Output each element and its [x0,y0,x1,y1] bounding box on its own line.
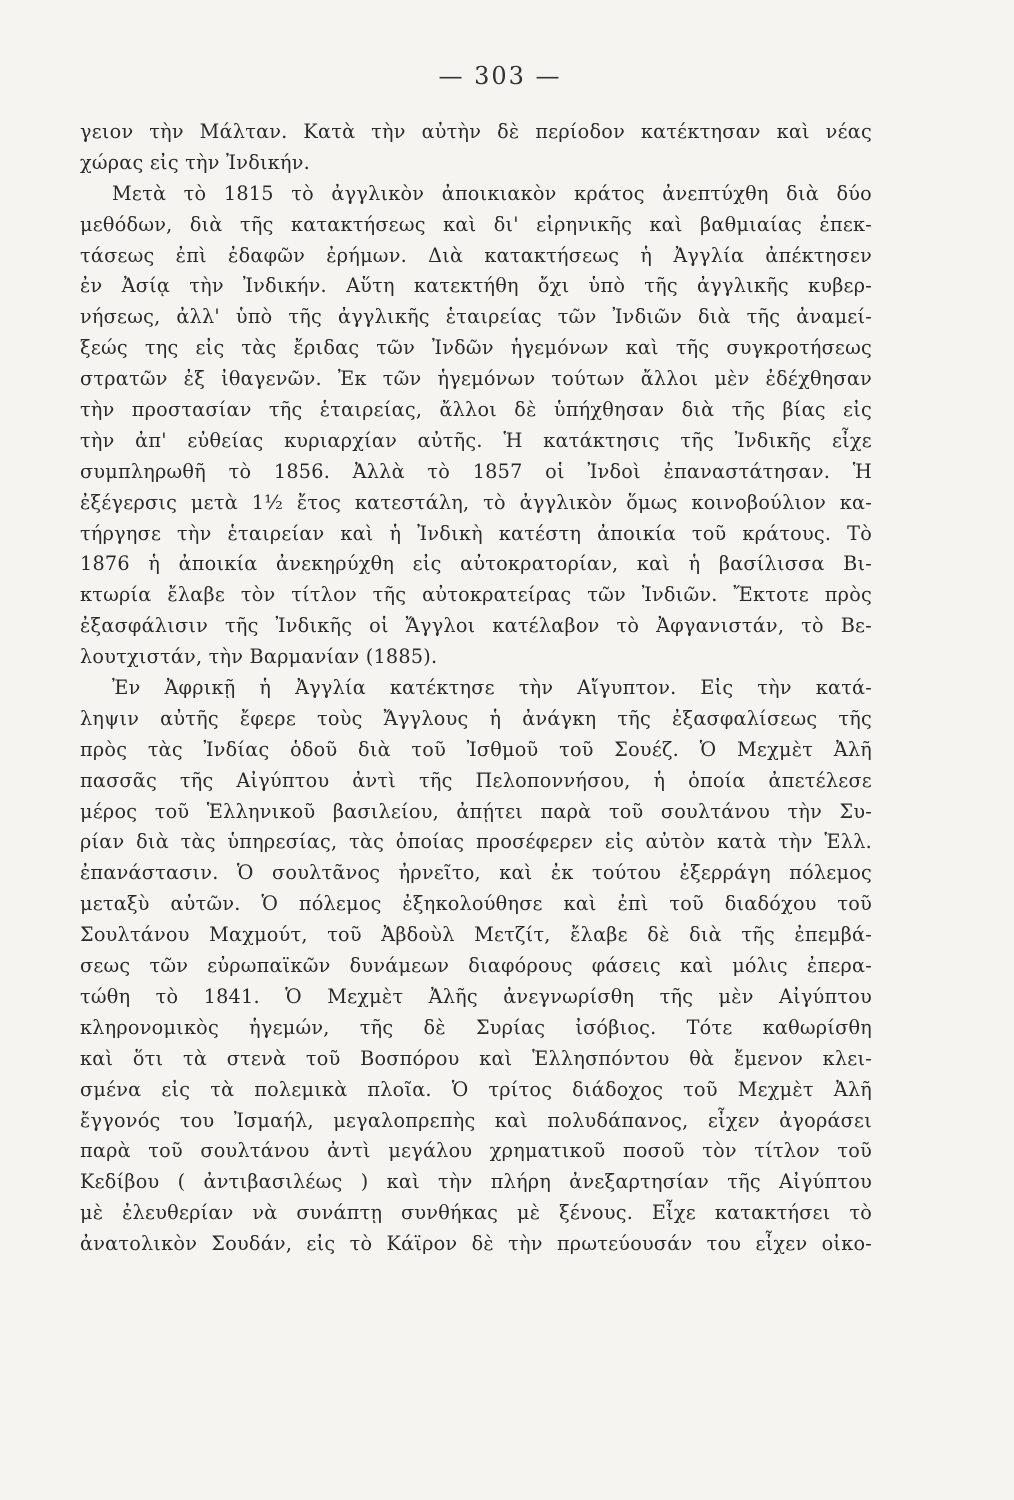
text-line: Κεδίβου ( ἀντιβασιλέως ) καὶ τὴν πλήρη ἀνεξαρτησίαν τῆς Αἰγύπτου [80,1170,872,1194]
text-line: ξεώς της εἰς τὰς ἔριδας τῶν Ἰνδῶν ἡγεμόνων καὶ τῆς συγκροτήσεως [80,336,872,360]
text-line: τὴν ἀπ' εὐθείας κυριαρχίαν αὐτῆς. Ἡ κατάκτησις τῆς Ἰνδικῆς εἶχε [80,428,872,452]
text-line: ἐπανάστασιν. Ὁ σουλτᾶνος ἠρνεῖτο, καὶ ἐκ τούτου ἐξερράγη πόλεμος [80,861,872,885]
text-line: παρὰ τοῦ σουλτάνου ἀντὶ μεγάλου χρηματικοῦ ποσοῦ τὸν τίτλον τοῦ [80,1139,872,1163]
text-line: μὲ ἐλευθερίαν νὰ συνάπτῃ συνθήκας μὲ ξένους. Εἶχε κατακτήσει τὸ [80,1201,872,1225]
text-line: Μετὰ τὸ 1815 τὸ ἀγγλικὸν ἀποικιακὸν κράτος ἀνεπτύχθη διὰ δύο [112,181,872,205]
page-number: — 303 — [438,62,562,90]
text-line: νήσεως, ἀλλ' ὑπὸ τῆς ἀγγλικῆς ἑταιρείας τῶν Ἰνδιῶν διὰ τῆς ἀναμεί- [80,305,872,329]
text-line: πρὸς τὰς Ἰνδίας ὁδοῦ διὰ τοῦ Ἰσθμοῦ τοῦ Σουέζ. Ὁ Μεχμὲτ Ἀλῆ [80,737,872,761]
text-line: μεθόδων, διὰ τῆς κατακτήσεως καὶ δι' εἰρηνικῆς καὶ βαθμιαίας ἐπεκ- [80,212,872,236]
text-line: Σουλτάνου Μαχμούτ, τοῦ Ἀβδοὺλ Μετζίτ, ἔλαβε δὲ διὰ τῆς ἐπεμβά- [80,923,872,947]
text-line: ληψιν αὐτῆς ἔφερε τοὺς Ἄγγλους ἡ ἀνάγκη τῆς ἐξασφαλίσεως τῆς [80,706,872,730]
text-line: γειον τὴν Μάλταν. Κατὰ τὴν αὐτὴν δὲ περίοδον κατέκτησαν καὶ νέας [80,120,872,143]
text-line: μεταξὺ αὐτῶν. Ὁ πόλεμος ἐξηκολούθησε καὶ ἐπὶ τοῦ διαδόχου τοῦ [80,892,872,916]
text-line: ἀνατολικὸν Σουδάν, εἰς τὸ Κάϊρον δὲ τὴν πρωτεύουσάν του εἶχεν οἰκο- [80,1232,872,1256]
text-line: λουτχιστάν, τὴν Βαρμανίαν (1885). [80,645,438,669]
text-line: ἔγγονός του Ἰσμαήλ, μεγαλοπρεπὴς καὶ πολυδάπανος, εἶχεν ἀγοράσει [80,1108,872,1132]
text-line: ἐν Ἀσίᾳ τὴν Ἰνδικήν. Αὕτη κατεκτήθη ὄχι ὑπὸ τῆς ἀγγλικῆς κυβερ- [80,274,872,298]
text-line: τάσεως ἐπὶ ἐδαφῶν ἐρήμων. Διὰ κατακτήσεως ἡ Ἀγγλία ἀπέκτησεν [80,243,872,267]
text-line: στρατῶν ἐξ ἰθαγενῶν. Ἐκ τῶν ἡγεμόνων τούτων ἄλλοι μὲν ἐδέχθησαν [80,367,872,391]
body-text [80,117,872,1260]
text-line: συμπληρωθῆ τὸ 1856. Ἀλλὰ τὸ 1857 οἱ Ἰνδοὶ ἐπαναστάτησαν. Ἡ [80,459,872,483]
text-line: τὴν προστασίαν τῆς ἑταιρείας, ἄλλοι δὲ ὑπήχθησαν διὰ τῆς βίας εἰς [80,398,872,422]
text-line: 1876 ἡ ἀποικία ἀνεκηρύχθη εἰς αὐτοκρατορίαν, καὶ ἡ βασίλισσα Βι- [80,552,872,576]
text-line: κληρονομικὸς ἡγεμών, τῆς δὲ Συρίας ἰσόβιος. Τότε καθωρίσθη [80,1015,872,1039]
text-line: καὶ ὅτι τὰ στενὰ τοῦ Βοσπόρου καὶ Ἑλλησπόντου θὰ ἔμενον κλει- [80,1046,872,1070]
text-line: χώρας εἰς τὴν Ἰνδικήν. [80,150,311,174]
text-line: ἐξέγερσις μετὰ 1½ ἔτος κατεστάλη, τὸ ἀγγλικὸν ὅμως κοινοβούλιον κα- [80,490,872,514]
text-line: σεως τῶν εὐρωπαϊκῶν δυνάμεων διαφόρους φάσεις καὶ μόλις ἐπερα- [80,954,872,978]
text-line: κτωρία ἔλαβε τὸν τίτλον τῆς αὐτοκρατείρας τῶν Ἰνδιῶν. Ἔκτοτε πρὸς [80,583,872,607]
text-line: μέρος τοῦ Ἑλληνικοῦ βασιλείου, ἀπῄτει παρὰ τοῦ σουλτάνου τὴν Συ- [80,799,872,823]
text-line: σμένα εἰς τὰ πολεμικὰ πλοῖα. Ὁ τρίτος διάδοχος τοῦ Μεχμὲτ Ἀλῆ [80,1077,872,1101]
text-line: ἐξασφάλισιν τῆς Ἰνδικῆς οἱ Ἄγγλοι κατέλαβον τὸ Ἀφγανιστάν, τὸ Βε- [80,614,872,638]
text-line: τήργησε τὴν ἑταιρείαν καὶ ἡ Ἰνδικὴ κατέστη ἀποικία τοῦ κράτους. Τὸ [80,521,872,545]
text-line: ρίαν διὰ τὰς ὑπηρεσίας, τὰς ὁποίας προσέφερεν εἰς αὐτὸν κατὰ τὴν Ἑλλ. [80,830,872,854]
text-line: τώθη τὸ 1841. Ὁ Μεχμὲτ Ἀλῆς ἀνεγνωρίσθη τῆς μὲν Αἰγύπτου [80,984,872,1008]
text-line: Ἐν Ἀφρικῇ ἡ Ἀγγλία κατέκτησε τὴν Αἴγυπτον. Εἰς τὴν κατά- [112,676,872,700]
text-line: πασσᾶς τῆς Αἰγύπτου ἀντὶ τῆς Πελοποννήσου, ἡ ὁποία ἀπετέλεσε [80,768,872,792]
